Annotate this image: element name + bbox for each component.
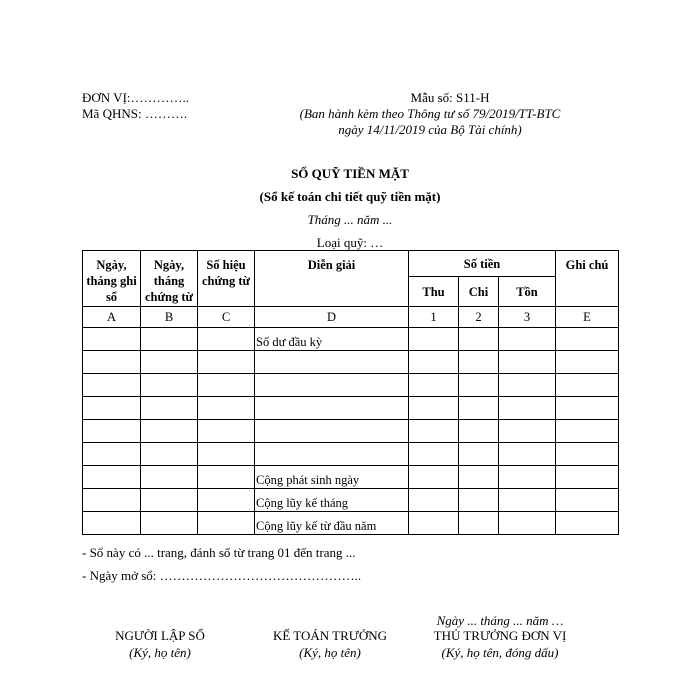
ledger-cell <box>83 489 141 512</box>
ledger-cell <box>198 328 255 351</box>
ledger-cell <box>499 420 556 443</box>
ledger-cell <box>499 351 556 374</box>
ledger-cell <box>459 466 499 489</box>
row-description <box>255 351 409 374</box>
ledger-cell <box>499 374 556 397</box>
ledger-cell <box>83 420 141 443</box>
ledger-cell <box>556 420 619 443</box>
column-letter: B <box>141 307 198 328</box>
ledger-cell <box>556 374 619 397</box>
ledger-cell <box>459 489 499 512</box>
ledger-cell <box>198 420 255 443</box>
signature-date-line: Ngày ... tháng ... năm … <box>436 613 564 628</box>
ledger-cell <box>409 328 459 351</box>
period-line: Tháng ... năm ... <box>307 212 393 227</box>
ledger-cell <box>198 443 255 466</box>
ledger-row <box>83 443 619 466</box>
ledger-cell <box>83 351 141 374</box>
issued-line-1: (Ban hành kèm theo Thông tư số 79/2019/TT-BTC <box>299 106 561 121</box>
header-notes: Ghi chú <box>556 251 619 307</box>
header-description: Diễn giải <box>255 251 409 307</box>
column-letter: E <box>556 307 619 328</box>
ledger-cell <box>141 374 198 397</box>
row-description: Số dư đầu kỳ <box>255 328 409 351</box>
form-number: Mẫu số: S11-H <box>410 90 490 105</box>
fund-type-line: Loại quỹ: … <box>316 235 384 250</box>
row-description <box>255 420 409 443</box>
ledger-cell <box>198 351 255 374</box>
ledger-cell <box>141 489 198 512</box>
ledger-cell <box>556 443 619 466</box>
ledger-subtitle: (Sổ kế toán chi tiết quỹ tiền mặt) <box>259 189 441 204</box>
ledger-cell <box>83 397 141 420</box>
ledger-cell <box>141 466 198 489</box>
column-letter: C <box>198 307 255 328</box>
unit-head-title: THỦ TRƯỞNG ĐƠN VỊ <box>433 628 567 643</box>
ledger-cell <box>141 397 198 420</box>
ledger-cell <box>198 397 255 420</box>
ledger-cell <box>459 351 499 374</box>
ledger-cell <box>556 489 619 512</box>
ledger-cell <box>459 397 499 420</box>
preparer-note: (Ký, họ tên) <box>129 645 191 660</box>
ledger-cell <box>141 443 198 466</box>
column-letter: 2 <box>459 307 499 328</box>
ledger-row <box>83 512 619 535</box>
ledger-cell <box>83 328 141 351</box>
ledger-cell <box>83 443 141 466</box>
chief-accountant-title: KẾ TOÁN TRƯỞNG <box>272 628 388 643</box>
ledger-cell <box>141 420 198 443</box>
ledger-cell <box>141 512 198 535</box>
ledger-cell <box>83 512 141 535</box>
unit-head-note: (Ký, họ tên, đóng dấu) <box>441 645 559 660</box>
header-document-number: Số hiệu chứng từ <box>198 251 255 307</box>
header-payments: Chi <box>459 277 499 307</box>
header-amount-group: Số tiền <box>409 251 556 277</box>
column-letter: 1 <box>409 307 459 328</box>
ledger-cell <box>459 374 499 397</box>
chief-accountant-note: (Ký, họ tên) <box>299 645 361 660</box>
ledger-cell <box>459 420 499 443</box>
header-receipts: Thu <box>409 277 459 307</box>
ledger-cell <box>499 328 556 351</box>
ledger-cell <box>83 374 141 397</box>
ledger-row <box>83 328 619 351</box>
ledger-cell <box>141 351 198 374</box>
ledger-cell <box>409 489 459 512</box>
ledger-cell <box>198 374 255 397</box>
ledger-cell <box>409 466 459 489</box>
issued-line-2: ngày 14/11/2019 của Bộ Tài chính) <box>338 122 522 137</box>
header-document-date: Ngày, tháng chứng từ <box>141 251 198 307</box>
ledger-cell <box>198 489 255 512</box>
ledger-row <box>83 489 619 512</box>
ledger-cell <box>499 512 556 535</box>
row-description <box>255 397 409 420</box>
ledger-cell <box>198 512 255 535</box>
ledger-cell <box>459 328 499 351</box>
ledger-cell <box>556 466 619 489</box>
ledger-cell <box>499 489 556 512</box>
page-count-note: - Sổ này có ... trang, đánh số từ trang 01 đến trang ... <box>82 545 356 560</box>
qhns-label: Mã QHNS: ………. <box>82 106 188 121</box>
row-description: Cộng lũy kế từ đầu năm <box>255 512 409 535</box>
header-balance: Tồn <box>499 277 556 307</box>
row-description: Cộng lũy kế tháng <box>255 489 409 512</box>
ledger-cell <box>198 466 255 489</box>
ledger-row <box>83 420 619 443</box>
cash-ledger-table <box>82 250 619 535</box>
ledger-row <box>83 397 619 420</box>
ledger-cell <box>83 466 141 489</box>
ledger-body <box>83 328 619 535</box>
ledger-cell <box>409 397 459 420</box>
ledger-row <box>83 374 619 397</box>
ledger-cell <box>459 512 499 535</box>
ledger-cell <box>499 466 556 489</box>
open-date-note: - Ngày mở sổ: ……………………………………….. <box>82 568 362 583</box>
column-letter: 3 <box>499 307 556 328</box>
column-letter: A <box>83 307 141 328</box>
header-date-recorded: Ngày, tháng ghi sổ <box>83 251 141 307</box>
ledger-cell <box>459 443 499 466</box>
column-letter: D <box>255 307 409 328</box>
preparer-title: NGƯỜI LẬP SỔ <box>115 628 205 643</box>
ledger-cell <box>409 443 459 466</box>
ledger-cell <box>409 512 459 535</box>
ledger-cell <box>556 397 619 420</box>
ledger-cell <box>556 351 619 374</box>
ledger-cell <box>556 328 619 351</box>
ledger-row <box>83 466 619 489</box>
ledger-cell <box>409 374 459 397</box>
ledger-cell <box>499 397 556 420</box>
ledger-cell <box>141 328 198 351</box>
ledger-title: SỔ QUỸ TIỀN MẶT <box>291 166 409 181</box>
ledger-row <box>83 351 619 374</box>
unit-label: ĐƠN VỊ:………….. <box>82 90 190 105</box>
ledger-cell <box>556 512 619 535</box>
ledger-cell <box>409 420 459 443</box>
ledger-cell <box>499 443 556 466</box>
ledger-cell <box>409 351 459 374</box>
row-description <box>255 443 409 466</box>
row-description: Cộng phát sinh ngày <box>255 466 409 489</box>
row-description <box>255 374 409 397</box>
